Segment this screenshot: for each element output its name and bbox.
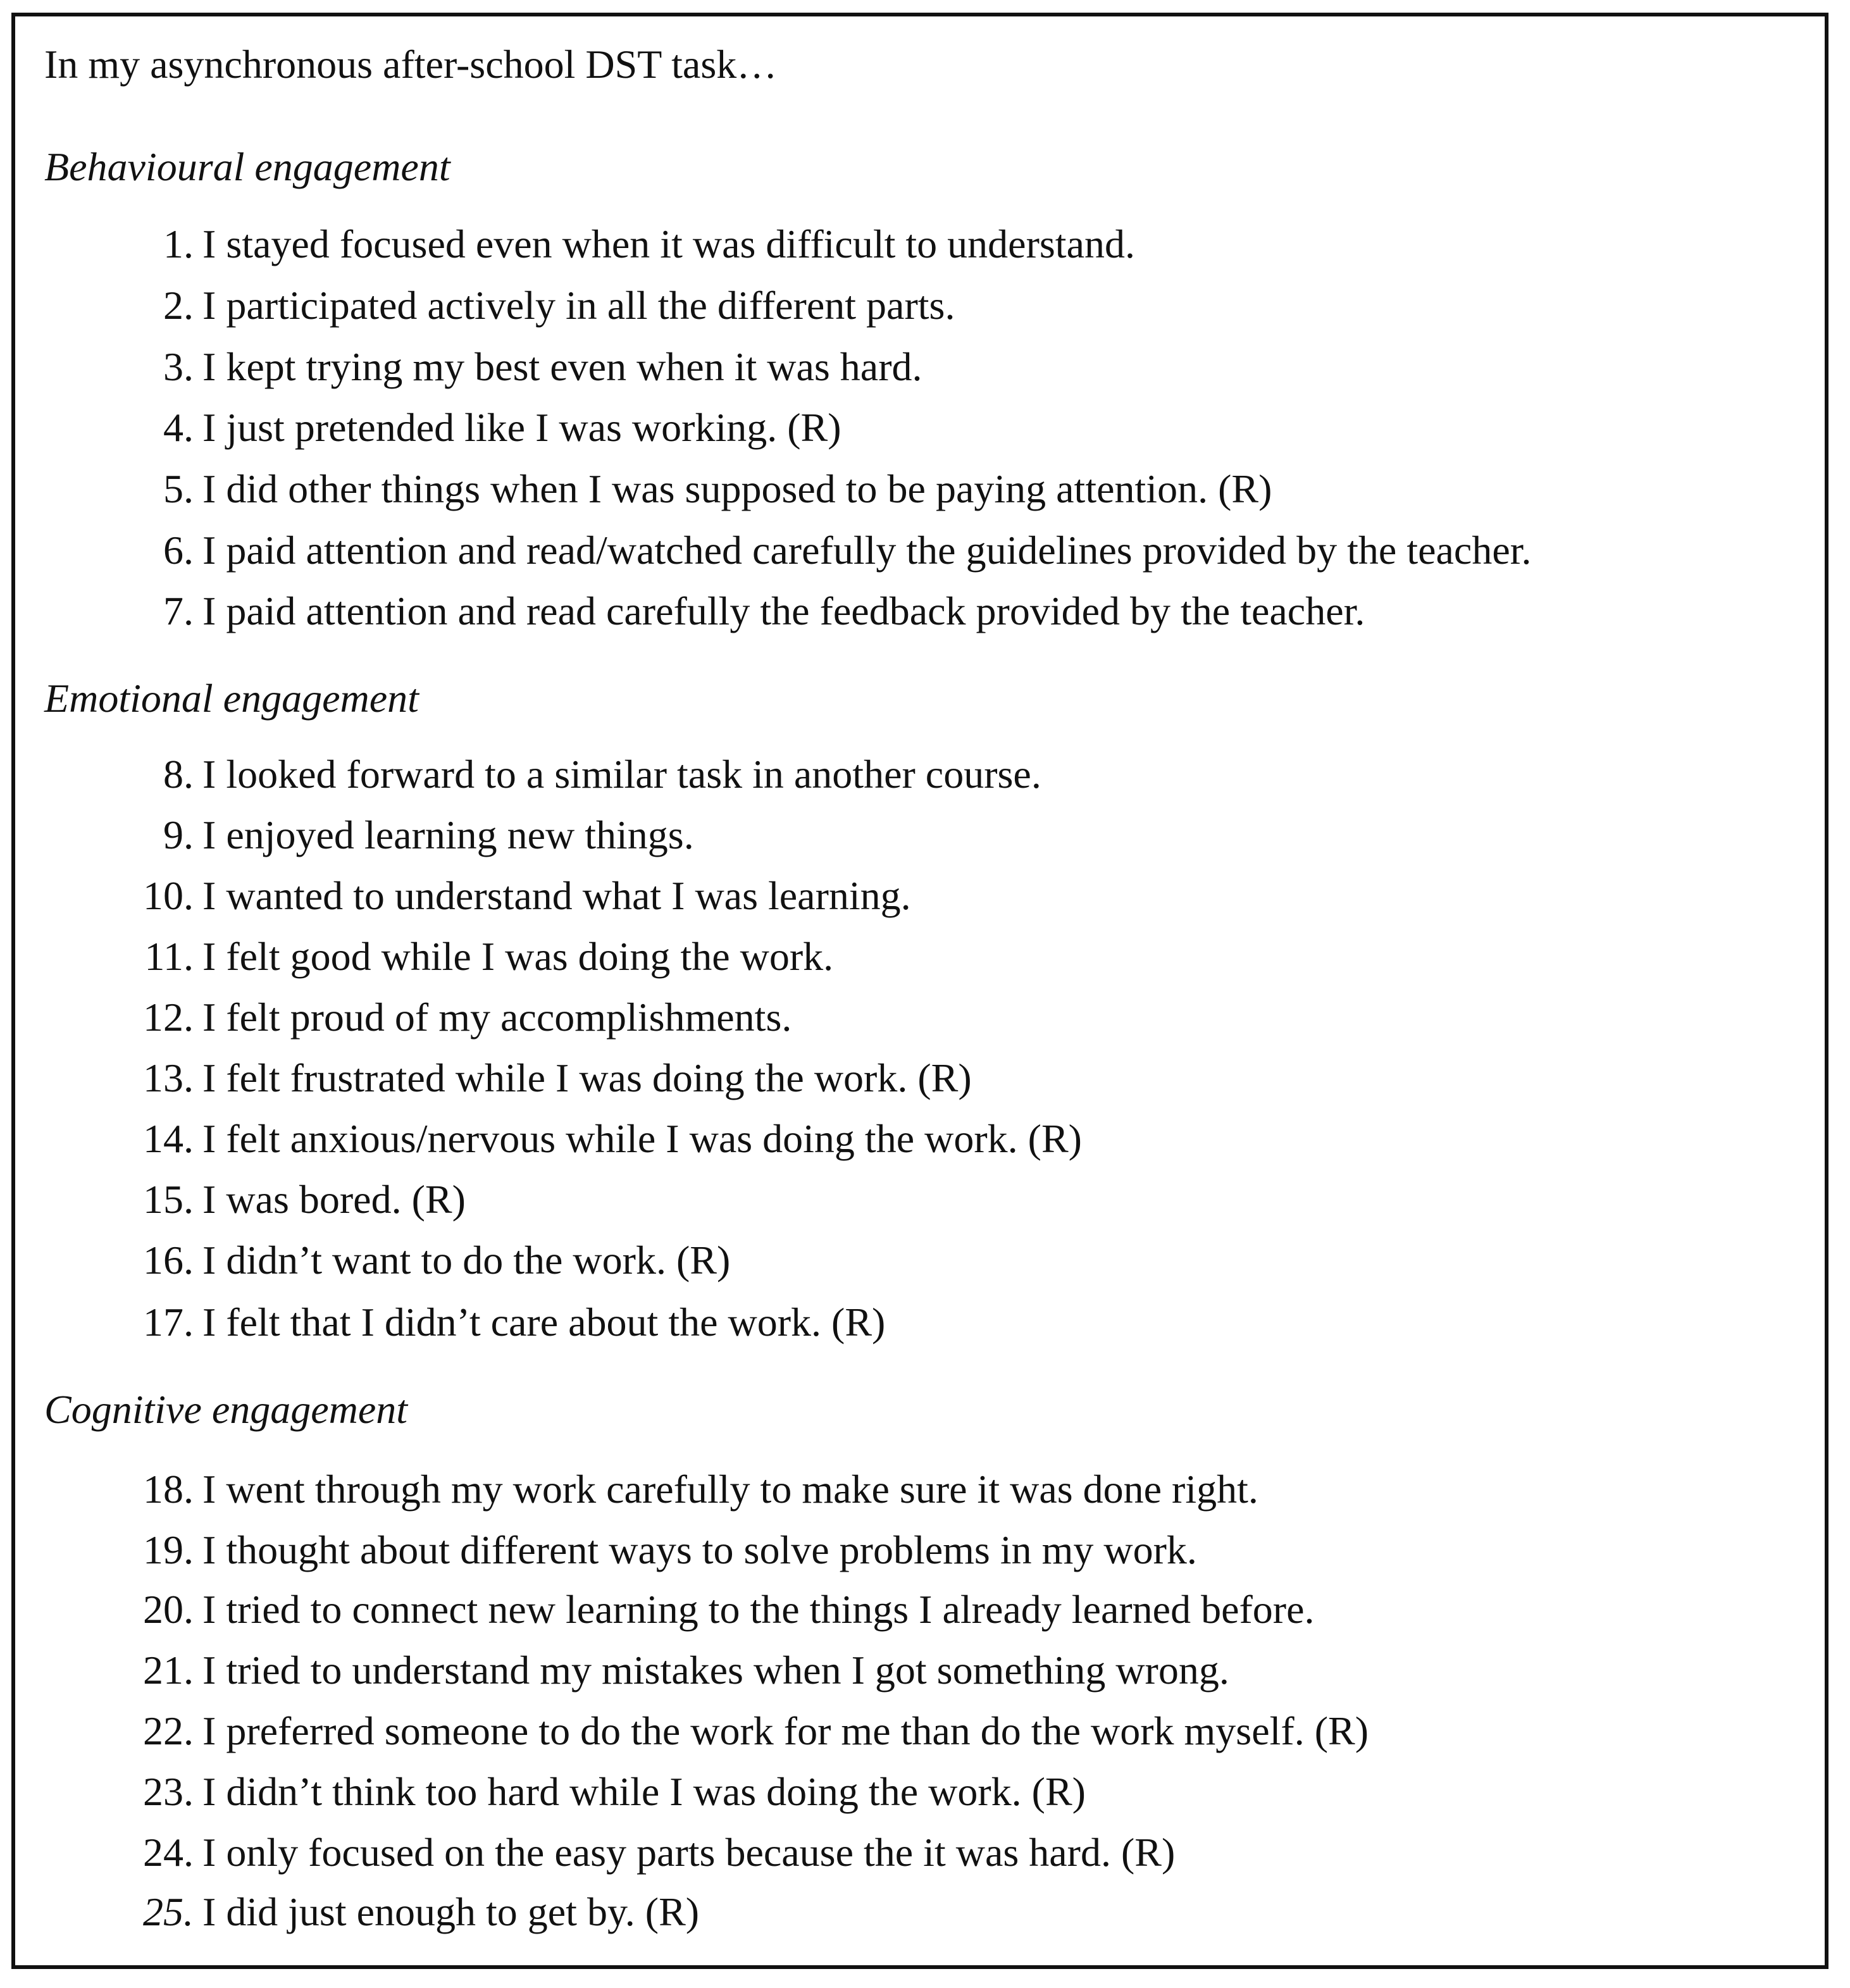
item-text: I did other things when I was supposed to be paying attention. (R): [202, 466, 1272, 511]
section-heading-cognitive: Cognitive engagement: [44, 1387, 408, 1432]
item-number: 16.: [143, 1238, 194, 1283]
list-item: [0, 1650, 1850, 1691]
list-item: [0, 466, 1850, 511]
item-number: 3.: [163, 344, 194, 389]
item-number: 21.: [143, 1648, 194, 1693]
item-text: I was bored. (R): [202, 1177, 466, 1222]
item-number: 5.: [163, 466, 194, 511]
item-number: 6.: [163, 528, 194, 573]
section-heading-behavioural: Behavioural engagement: [44, 144, 450, 189]
item-text: I enjoyed learning new things.: [202, 812, 694, 857]
item-number: 13.: [143, 1055, 194, 1100]
item-text: I went through my work carefully to make sure it was done right.: [202, 1467, 1258, 1512]
list-item: [0, 588, 1850, 633]
item-text: I preferred someone to do the work for me than do the work myself. (R): [202, 1708, 1369, 1753]
item-text: I didn’t think too hard while I was doing the work. (R): [202, 1769, 1086, 1814]
item-number: 17.: [143, 1300, 194, 1345]
item-number: 23.: [143, 1769, 194, 1814]
list-item: [0, 221, 1850, 266]
item-text: I wanted to understand what I was learning.: [202, 873, 911, 918]
item-text: I looked forward to a similar task in another course.: [202, 752, 1041, 797]
item-text: I felt frustrated while I was doing the work. (R): [202, 1055, 972, 1100]
list-item: [0, 873, 1850, 918]
list-item: [0, 1469, 1850, 1510]
item-text: I participated actively in all the different parts.: [202, 283, 955, 328]
item-text: I paid attention and read carefully the feedback provided by the teacher.: [202, 588, 1365, 633]
item-number: 20.: [143, 1587, 194, 1632]
list-item: [0, 936, 1850, 977]
item-number: 18.: [143, 1467, 194, 1512]
list-item: [0, 1769, 1850, 1814]
item-number: 9.: [163, 812, 194, 857]
item-text: I kept trying my best even when it was hard.: [202, 344, 922, 389]
item-text: I felt anxious/nervous while I was doing the work. (R): [202, 1116, 1082, 1161]
list-item: [0, 1832, 1850, 1873]
list-item: [0, 1179, 1850, 1220]
list-item: [0, 1708, 1850, 1753]
list-item: [0, 530, 1850, 571]
item-number: 10.: [143, 873, 194, 918]
list-item: [0, 997, 1850, 1038]
item-number: 24.: [143, 1830, 194, 1875]
item-text: I paid attention and read/watched carefully the guidelines provided by the teacher.: [202, 528, 1532, 573]
item-number: 7.: [163, 588, 194, 633]
list-item: [0, 285, 1850, 326]
item-number: 11.: [144, 934, 194, 979]
list-item: [0, 407, 1850, 448]
item-text: I did just enough to get by. (R): [202, 1889, 700, 1934]
item-number: 8.: [163, 752, 194, 797]
item-number: 22.: [143, 1708, 194, 1753]
item-number: 19.: [143, 1527, 194, 1572]
list-item: [0, 1889, 1850, 1934]
list-item: [0, 754, 1850, 795]
item-text: I just pretended like I was working. (R): [202, 405, 841, 450]
item-text: I only focused on the easy parts because the it was hard. (R): [202, 1830, 1176, 1875]
item-text: I didn’t want to do the work. (R): [202, 1238, 731, 1283]
item-number: 2.: [163, 283, 194, 328]
item-number: 1.: [163, 221, 194, 266]
item-number: 14.: [143, 1116, 194, 1161]
section-heading-emotional: Emotional engagement: [44, 676, 419, 721]
item-number: 25.: [143, 1889, 194, 1934]
list-item: [0, 1589, 1850, 1630]
item-text: I thought about different ways to solve problems in my work.: [202, 1527, 1197, 1572]
item-text: I tried to connect new learning to the things I already learned before.: [202, 1587, 1315, 1632]
list-item: [0, 1527, 1850, 1572]
list-item: [0, 1302, 1850, 1343]
item-text: I tried to understand my mistakes when I got something wrong.: [202, 1648, 1229, 1693]
item-text: I stayed focused even when it was difficult to understand.: [202, 221, 1135, 266]
item-text: I felt that I didn’t care about the work. (R): [202, 1300, 886, 1345]
list-item: [0, 344, 1850, 389]
item-text: I felt good while I was doing the work.: [202, 934, 834, 979]
list-item: [0, 1055, 1850, 1100]
item-number: 4.: [163, 405, 194, 450]
intro-text: In my asynchronous after-school DST task…: [44, 42, 778, 87]
item-number: 15.: [143, 1177, 194, 1222]
item-number: 12.: [143, 995, 194, 1040]
list-item: [0, 1116, 1850, 1161]
item-text: I felt proud of my accomplishments.: [202, 995, 792, 1040]
list-item: [0, 812, 1850, 857]
list-item: [0, 1240, 1850, 1281]
